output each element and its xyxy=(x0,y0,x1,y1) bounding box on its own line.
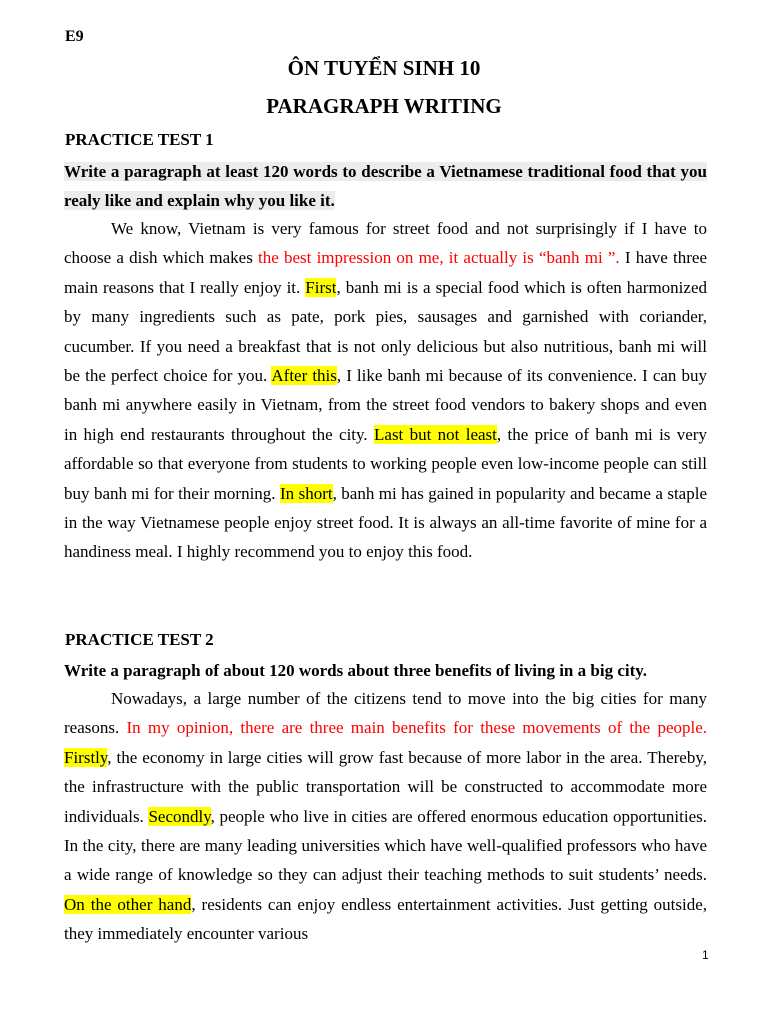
page-subtitle: PARAGRAPH WRITING xyxy=(266,94,502,118)
practice-test-1-paragraph xyxy=(64,214,707,567)
paragraph-text: Nowadays, a large number of the citizens tend to move into the big cities for many reasons. xyxy=(64,689,707,738)
highlighted-connector: Secondly xyxy=(148,806,211,826)
paragraph-text: I have three main reasons that I really enjoy it. xyxy=(64,248,707,297)
highlighted-connector: In short xyxy=(279,483,333,503)
paragraph-text: , residents can enjoy endless entertainment activities. Just getting outside, they immediately encounter various xyxy=(64,894,707,944)
practice-test-1-prompt xyxy=(64,157,707,215)
topic-sentence-red: the best impression on me, it actually is “banh mi ”. xyxy=(258,248,620,268)
highlighted-connector: First xyxy=(305,277,337,297)
practice-test-1-heading: PRACTICE TEST 1 xyxy=(65,130,214,149)
paragraph-text: , the price of banh mi is very affordable so that everyone from students to working people even low-income people can still buy banh mi for their morning. xyxy=(64,424,707,503)
paragraph-text: , the economy in large cities will grow fast because of more labor in the area. Thereby, the infrastructure with the public transportation will be constructed to accommodate more individuals. xyxy=(64,747,707,826)
document-code: E9 xyxy=(65,28,84,45)
paragraph-text: , banh mi has gained in popularity and became a staple in the way Vietnamese people enjoy street food. It is always an all-time favorite of mine for a handiness meal. I highly recommend you to enjoy this food. xyxy=(64,483,707,562)
topic-sentence-red: In my opinion, there are three main benefits for these movements of the people. xyxy=(126,718,707,738)
practice-test-2-heading: PRACTICE TEST 2 xyxy=(65,630,214,649)
highlighted-connector: After this xyxy=(271,366,337,386)
practice-test-2-prompt: Write a paragraph of about 120 words about three benefits of living in a big city. xyxy=(64,661,648,680)
highlighted-connector: Firstly xyxy=(64,747,108,767)
paragraph-text: , people who live in cities are offered enormous education opportunities. In the city, there are many leading universities which have well-qualified professors who have a wide range of knowledge so they can adjust their teaching methods to suit students’ needs. xyxy=(64,806,707,885)
page-title: ÔN TUYỂN SINH 10 xyxy=(287,56,481,80)
page-number: 1 xyxy=(702,948,709,962)
paragraph-text: We know, Vietnam is very famous for street food and not surprisingly if I have to choose a dish which makes xyxy=(64,219,707,268)
highlighted-connector: Last but not least xyxy=(374,424,497,444)
practice-test-2-paragraph xyxy=(64,684,707,954)
paragraph-text: , banh mi is a special food which is often harmonized by many ingredients such as pate, pork pies, sausages and garnished with coriander, cucumber. If you need a breakfast that is not only delicious but also nutritious, banh mi will be the perfect choice for you. xyxy=(64,277,707,386)
prompt-text: Write a paragraph at least 120 words to describe a Vietnamese traditional food that you realy like and explain why you like it. xyxy=(64,162,707,210)
paragraph-text: , I like banh mi because of its convenience. I can buy banh mi anywhere easily in Vietnam, from the street food vendors to bakery shops and even in high end restaurants throughout the city. xyxy=(64,366,707,444)
highlighted-connector: On the other hand xyxy=(64,894,192,914)
